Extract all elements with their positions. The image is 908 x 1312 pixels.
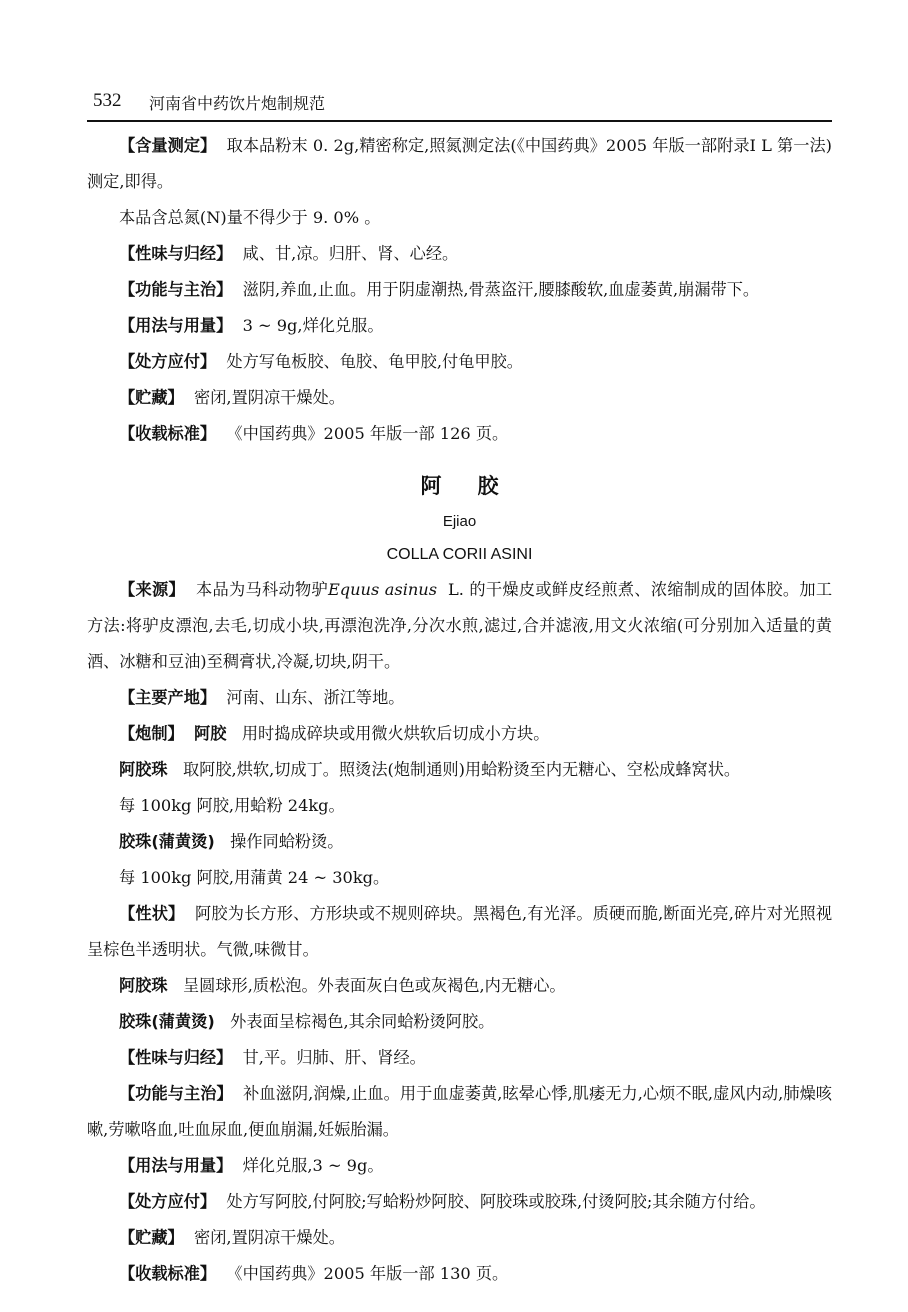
prev-function [87, 272, 832, 308]
section-text: 每 100kg 阿胶,用蛤粉 24kg。 [119, 796, 345, 815]
page-number: 532 [93, 90, 122, 111]
section-label: 【主要产地】 [119, 688, 217, 707]
prev-prescription [87, 344, 832, 380]
section-label: 【处方应付】 [119, 352, 217, 371]
subsection-label: 胶珠(蒲黄烫) [119, 832, 215, 851]
section-label: 【处方应付】 [119, 1192, 217, 1211]
section-label: 【收载标准】 [119, 1264, 217, 1283]
entry-taste [87, 1040, 832, 1076]
section-text: L. 的干燥皮或鲜皮经煎煮、浓缩制成的固体胶。加工方法:将驴皮漂泡,去毛,切成小块,再漂泡洗净,分次水煎,滤过,合并滤液,用文火浓缩(可分别加入适量的黄酒、冰糖和豆油)至稠膏状,冷凝,切块,阴干。 [87, 580, 833, 671]
page-body [87, 128, 832, 1292]
entry-processing-ejiaozhu-ratio [87, 788, 832, 824]
book-title: 河南省中药饮片炮制规范 [149, 94, 326, 113]
entry-processing [87, 716, 832, 752]
entry-processing-jiaozhu-ratio [87, 860, 832, 896]
entry-title: 阿胶 [420, 474, 535, 498]
entry-standard [87, 1256, 832, 1292]
subsection-label: 阿胶 [194, 724, 227, 743]
section-text: 每 100kg 阿胶,用蒲黄 24 ~ 30kg。 [119, 868, 390, 887]
prev-content-assay [87, 128, 832, 200]
section-text: 用时捣成碎块或用微火烘软后切成小方块。 [241, 724, 550, 743]
section-text: 咸、甘,凉。归肝、肾、心经。 [242, 244, 459, 263]
entry-function [87, 1076, 832, 1148]
section-text: 《中国药典》2005 年版一部 126 页。 [226, 424, 509, 443]
section-label: 【来源】 [119, 580, 186, 599]
section-text: 处方写龟板胶、龟胶、龟甲胶,付龟甲胶。 [226, 352, 523, 371]
entry-character-jiaozhu [87, 1004, 832, 1040]
section-label: 【炮制】 [119, 724, 184, 743]
section-label: 【收载标准】 [119, 424, 217, 443]
entry-prescription [87, 1184, 832, 1220]
section-text: 本品含总氮(N)量不得少于 9. 0% 。 [119, 208, 381, 227]
section-text: 密闭,置阴凉干燥处。 [194, 1228, 345, 1247]
subsection-label: 阿胶珠 [119, 976, 168, 995]
section-label: 【贮藏】 [119, 1228, 184, 1247]
section-text: 处方写阿胶,付阿胶;写蛤粉炒阿胶、阿胶珠或胶珠,付烫阿胶;其余随方付给。 [226, 1192, 766, 1211]
section-text: 3 ~ 9g,烊化兑服。 [242, 316, 384, 335]
entry-pinyin: Ejiao [442, 513, 477, 530]
section-label: 【用法与用量】 [119, 1156, 233, 1175]
page-header [87, 88, 832, 122]
section-text: 滋阴,养血,止血。用于阴虚潮热,骨蒸盗汗,腰膝酸软,血虚萎黄,崩漏带下。 [242, 280, 760, 299]
section-text: 本品为马科动物驴 [195, 580, 328, 599]
section-label: 【含量测定】 [119, 136, 217, 155]
prev-standard [87, 416, 832, 452]
section-label: 【用法与用量】 [119, 316, 233, 335]
entry-character [87, 896, 832, 968]
section-text: 取阿胶,烘软,切成丁。照烫法(炮制通则)用蛤粉烫至内无糖心、空松成蜂窝状。 [183, 760, 741, 779]
subsection-label: 阿胶珠 [119, 760, 168, 779]
subsection-label: 胶珠(蒲黄烫) [119, 1012, 215, 1031]
section-label: 【性味与归经】 [119, 244, 233, 263]
section-label: 【性状】 [119, 904, 185, 923]
section-text: 河南、山东、浙江等地。 [226, 688, 405, 707]
section-text: 烊化兑服,3 ~ 9g。 [242, 1156, 384, 1175]
section-label: 【功能与主治】 [119, 1084, 233, 1103]
section-text: 操作同蛤粉烫。 [230, 832, 344, 851]
section-text: 取本品粉末 0. 2g,精密称定,照氮测定法(《中国药典》2005 年版一部附录Ⅰ L 第一法)测定,即得。 [87, 136, 832, 191]
section-label: 【功能与主治】 [119, 280, 233, 299]
entry-processing-jiaozhu [87, 824, 832, 860]
prev-taste [87, 236, 832, 272]
entry-character-ejiaozhu [87, 968, 832, 1004]
entry-origin [87, 680, 832, 716]
entry-processing-ejiaozhu [87, 752, 832, 788]
section-text: 外表面呈棕褐色,其余同蛤粉烫阿胶。 [230, 1012, 495, 1031]
section-text: 甘,平。归肺、肝、肾经。 [242, 1048, 426, 1067]
section-label: 【性味与归经】 [119, 1048, 233, 1067]
prev-usage [87, 308, 832, 344]
section-text: 密闭,置阴凉干燥处。 [194, 388, 345, 407]
prev-storage [87, 380, 832, 416]
section-label: 【贮藏】 [119, 388, 184, 407]
section-text: 《中国药典》2005 年版一部 130 页。 [226, 1264, 509, 1283]
entry-storage [87, 1220, 832, 1256]
entry-usage [87, 1148, 832, 1184]
section-text: 呈圆球形,质松泡。外表面灰白色或灰褐色,内无糖心。 [183, 976, 566, 995]
entry-latin-name: COLLA CORII ASINI [386, 546, 533, 563]
section-text: 阿胶为长方形、方形块或不规则碎块。黑褐色,有光泽。质硬而脆,断面光亮,碎片对光照视呈棕色半透明状。气微,味微甘。 [87, 904, 833, 959]
species-name: Equus asinus [327, 580, 438, 599]
prev-content-limit [87, 200, 832, 236]
entry-source [87, 572, 832, 680]
section-text: 补血滋阴,润燥,止血。用于血虚萎黄,眩晕心悸,肌痿无力,心烦不眠,虚风内动,肺燥咳嗽,劳嗽咯血,吐血尿血,便血崩漏,妊娠胎漏。 [87, 1084, 832, 1139]
